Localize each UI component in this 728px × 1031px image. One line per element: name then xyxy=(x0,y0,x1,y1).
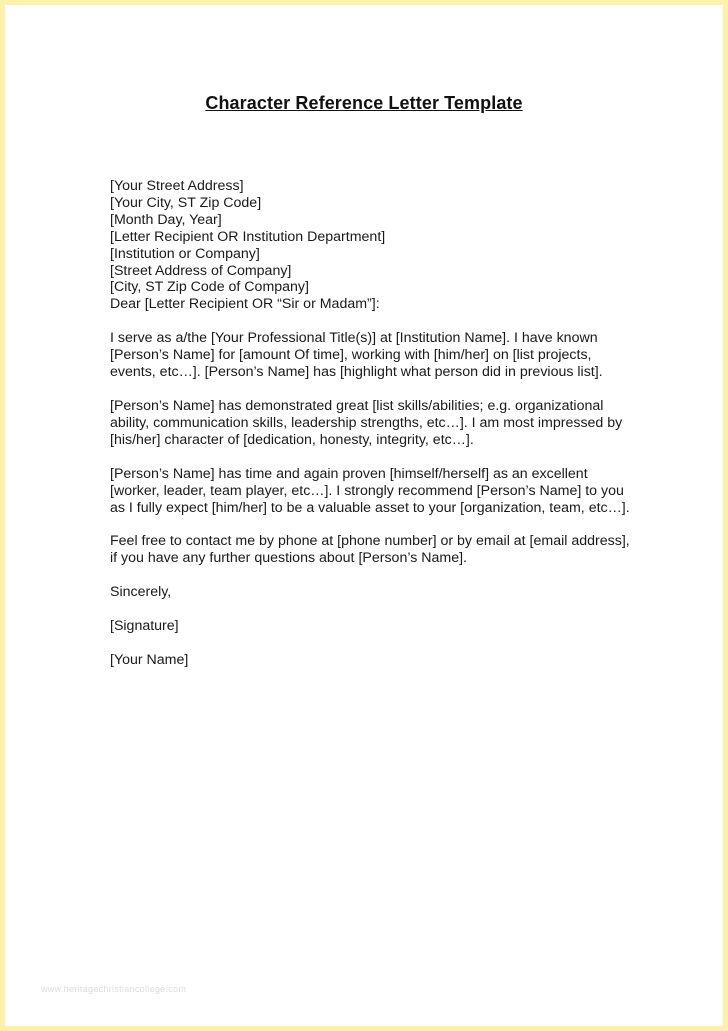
closing: Sincerely, xyxy=(110,584,172,601)
address-line: [Letter Recipient OR Institution Department] xyxy=(110,228,386,245)
address-line: [City, ST Zip Code of Company] xyxy=(110,279,309,296)
body-paragraph: I serve as a/the [Your Professional Title(s)] at [Institution Name]. I have known [Person’s Name] for [amount Of time], working with [him/her] on [list projects, events, etc…]. [Person’s Name] has [highlight what person did in previous list]. xyxy=(110,330,603,381)
document-title: Character Reference Letter Template xyxy=(205,93,523,113)
watermark: www.heritagechristiancollege.com xyxy=(41,984,187,994)
body-paragraph: [Person’s Name] has time and again proven [himself/herself] as an excellent [worker, leader, team player, etc…]. I strongly recommend [Person’s Name] to you as I fully expect [him/her] to be a valuable asset to your [organization, team, etc…]. xyxy=(110,465,630,516)
address-line: [Institution or Company] xyxy=(110,245,260,262)
letter-page xyxy=(5,5,723,1026)
address-line: [Your Street Address] xyxy=(110,178,244,194)
letter-body xyxy=(110,178,630,669)
address-line: [Your City, ST Zip Code] xyxy=(110,194,262,211)
body-paragraph: [Person’s Name] has demonstrated great [list skills/abilities; e.g. organizational ability, communication skills, leadership strengths, etc…]. I am most impressed by [his/her] character of [dedication, honesty, integrity, etc…]. xyxy=(110,397,623,448)
body-paragraph: Feel free to contact me by phone at [phone number] or by email at [email address], if you have any further questions about [Person’s Name]. xyxy=(110,533,630,567)
signature: [Signature] xyxy=(110,618,179,635)
address-line: [Month Day, Year] xyxy=(110,211,222,228)
sender-name: [Your Name] xyxy=(110,652,189,669)
salutation: Dear [Letter Recipient OR “Sir or Madam”]: xyxy=(110,296,380,313)
address-block xyxy=(110,178,630,313)
address-line: [Street Address of Company] xyxy=(110,262,292,279)
